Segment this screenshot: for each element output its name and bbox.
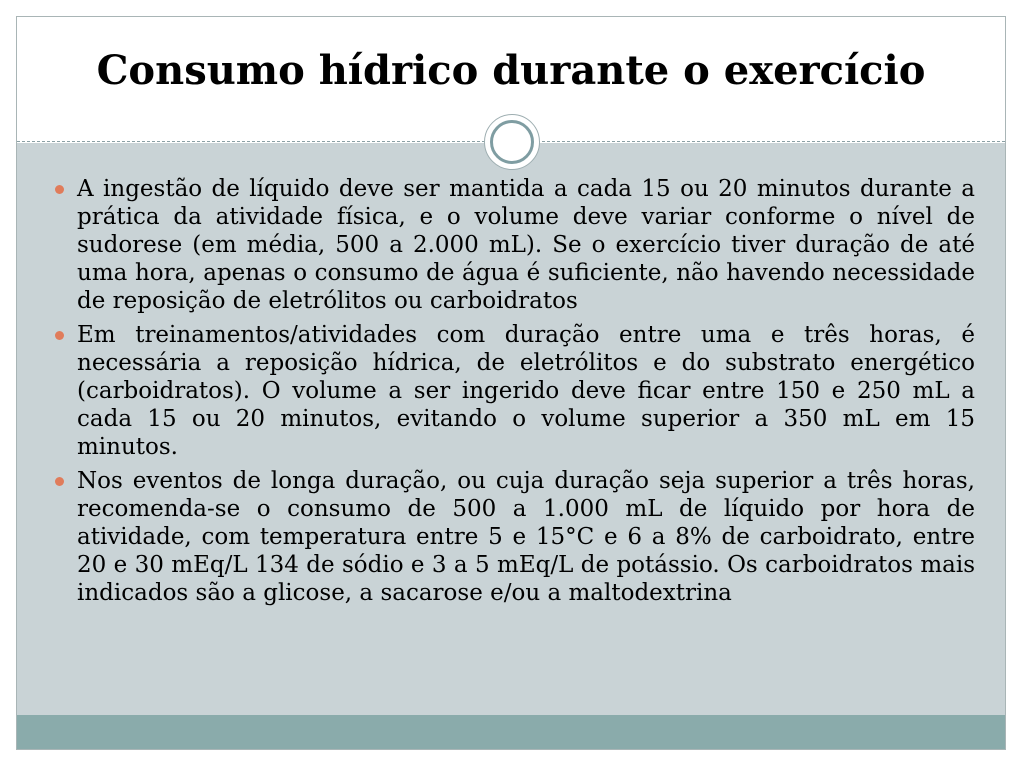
slide-content [55,175,975,613]
divider-circle-ornament [484,114,540,170]
bullet-dot-icon [55,185,64,194]
bullet-item [55,467,975,607]
bullet-text: A ingestão de líquido deve ser mantida a cada 15 ou 20 minutos durante a prática da atividade física, e o volume deve variar conforme o nível de sudorese (em média, 500 a 2.000 mL). Se o exercício tiver duração de até uma hora, apenas o consumo de água é suficiente, não havendo necessidade de reposição de eletrólitos ou carboidratos [77,176,975,314]
bullet-item [55,175,975,315]
bullet-dot-icon [55,477,64,486]
divider-circle-ring [490,120,534,164]
bullet-list [55,175,975,607]
bullet-item [55,321,975,461]
bullet-dot-icon [55,331,64,340]
footer-bar [17,715,1005,749]
slide-frame [16,16,1006,750]
bullet-text: Em treinamentos/atividades com duração entre uma e três horas, é necessária a reposição hídrica, de eletrólitos e do substrato energético (carboidratos). O volume a ser ingerido deve ficar entre 150 e 250 mL a cada 15 ou 20 minutos, evitando o volume superior a 350 mL em 15 minutos. [77,322,975,460]
bullet-text: Nos eventos de longa duração, ou cuja duração seja superior a três horas, recomenda-se o consumo de 500 a 1.000 mL de líquido por hora de atividade, com temperatura entre 5 e 15°C e 6 a 8% de carboidrato, entre 20 e 30 mEq/L 134 de sódio e 3 a 5 mEq/L de potássio. Os carboidratos mais indicados são a glicose, a sacarose e/ou a maltodextrina [77,468,975,606]
slide-title: Consumo hídrico durante o exercício [96,47,926,94]
